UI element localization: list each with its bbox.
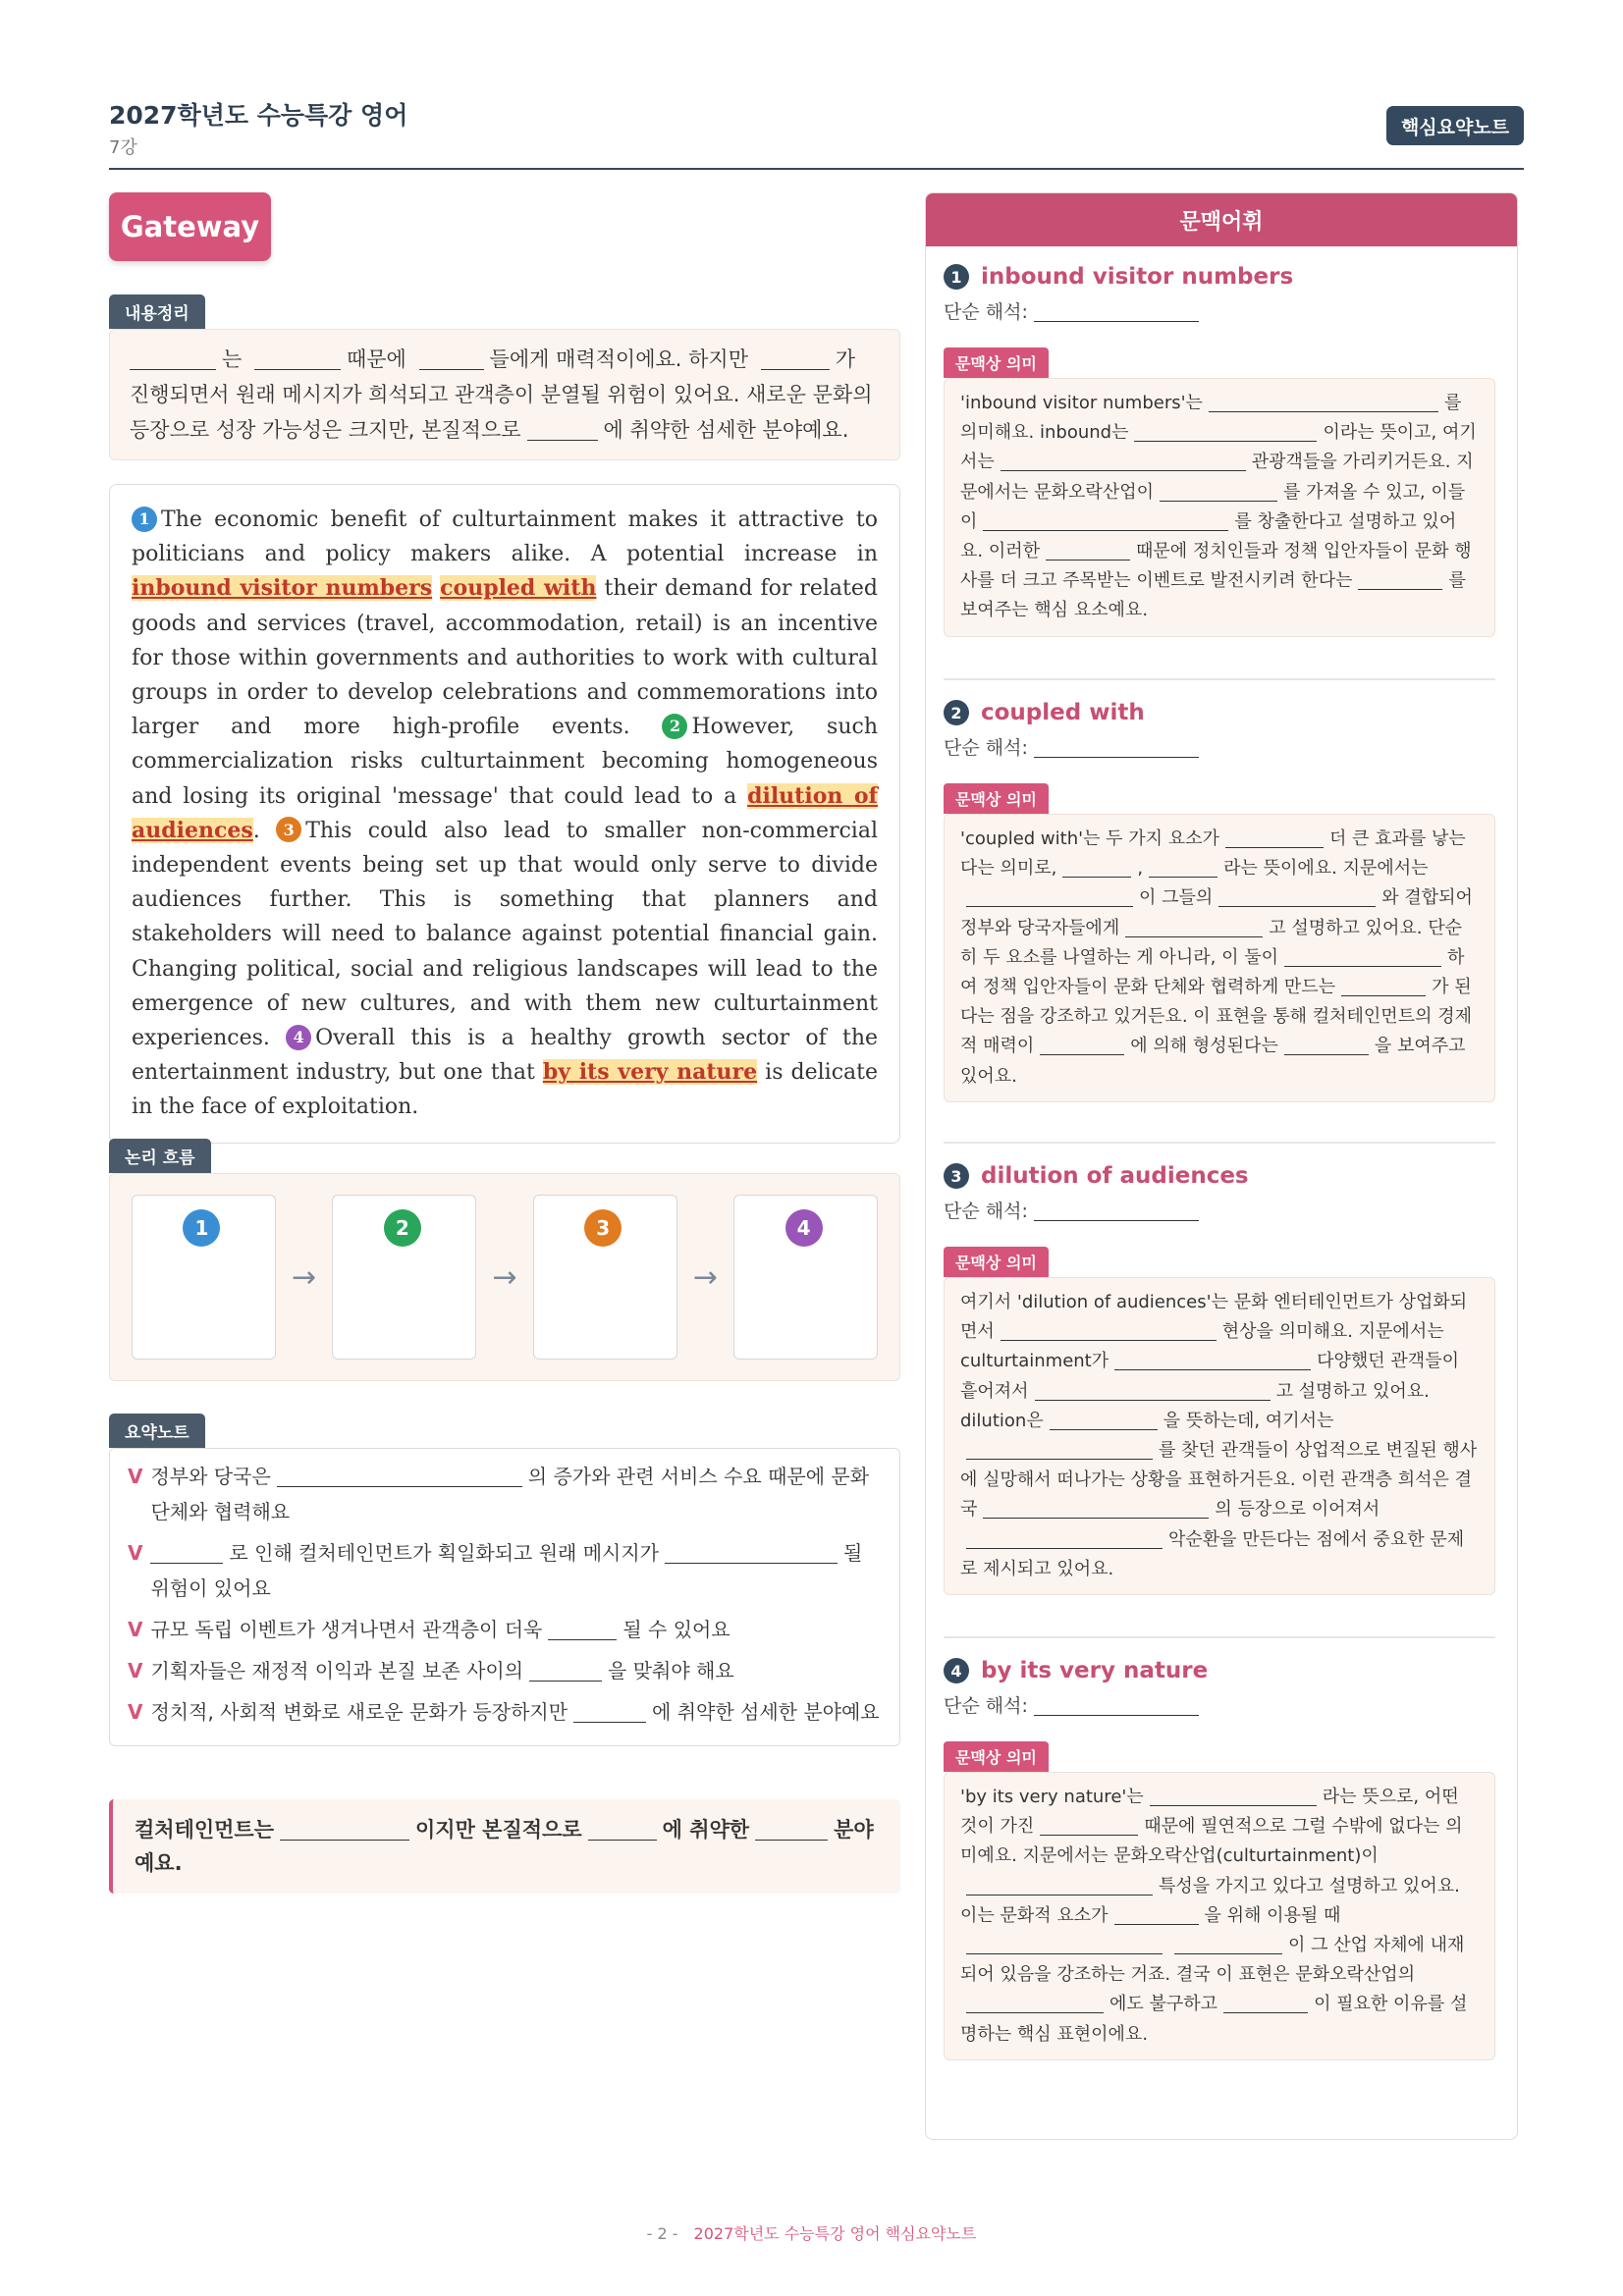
conclusion-box: 컬처테인먼트는 이지만 본질적으로 에 취약한 분야예요. — [109, 1799, 900, 1894]
check-mark-icon: V — [128, 1700, 143, 1724]
blank[interactable] — [755, 1821, 828, 1841]
context-meaning-badge: 문맥상 의미 — [944, 1741, 1049, 1772]
flow-card-3[interactable]: 3 — [533, 1195, 677, 1360]
check-mark-icon: V — [128, 1618, 143, 1641]
note-item: V 정부와 당국은 의 증가와 관련 서비스 수요 때문에 문화단체와 협력해요 — [128, 1459, 882, 1529]
blank[interactable] — [527, 421, 598, 441]
vocab-term: coupled with — [981, 700, 1145, 725]
sentence-marker-4: 4 — [286, 1025, 311, 1050]
context-vocab-header: 문맥어휘 — [926, 193, 1517, 246]
blank[interactable] — [588, 1821, 657, 1841]
highlight-coupled-with: coupled with — [440, 575, 597, 602]
context-meaning-box: 'by its very nature'는 라는 뜻으로, 어떤 것이 가진 때문에 필연적으로 그럴 수밖에 없다는 의미예요. 지문에서는 문화오락산업(culturtainment)이특성을 가지고 있다고 설명하고 있어요. 이는 문화적 요소가 을 위해 이용될 때이 그 산업 자체에 내재되어 있음을 강조하는 거죠. 결국 이 표현은 문화오락산업의에도 불구하고 이 필요한 이유를 설명하는 핵심 표현이에요. — [944, 1772, 1495, 2060]
blank[interactable] — [277, 1468, 522, 1487]
summary-notes-badge: 요약노트 — [109, 1414, 205, 1448]
note-item: V 기획자들은 재정적 이익과 본질 보존 사이의 을 맞춰야 해요 — [128, 1653, 882, 1688]
logic-flow-section — [109, 1139, 900, 1381]
header-divider — [109, 168, 1524, 170]
sentence-marker-1: 1 — [132, 507, 157, 532]
highlight-inbound-visitor-numbers: inbound visitor numbers — [132, 575, 433, 602]
sentence-marker-2: 2 — [662, 714, 687, 739]
highlight-by-its-very-nature: by its very nature — [542, 1059, 758, 1086]
gateway-label: Gateway — [109, 192, 271, 261]
vocab-term: by its very nature — [981, 1658, 1209, 1683]
blank[interactable] — [548, 1621, 617, 1640]
check-mark-icon: V — [128, 1659, 143, 1682]
vocab-item-4: 4 by its very nature 단순 해석: 문맥상 의미 'by its very nature'는 라는 뜻으로, 어떤 것이 가진 때문에 필연적으로 그럴 수밖에 없다는 의미예요. 지문에서는 문화오락산업(culturtainment)이특성을 가지고 있다고 설명하고 있어요. 이는 문화적 요소가 을 위해 이용될 때이 그 산업 자체에 내재되어 있음을 강조하는 거죠. 결국 이 표현은 문화오락산업의에도 불구하고 이 필요한 이유를 설명하는 핵심 표현이에요. — [944, 1658, 1495, 2060]
footer-title: 2027학년도 수능특강 영어 핵심요약노트 — [693, 2224, 977, 2243]
context-meaning-box: 'inbound visitor numbers'는 를 의미해요. inbound는 이라는 뜻이고, 여기서는 관광객들을 가리키거든요. 지문에서는 문화오락산업이 를 가져올 수 있고, 이들이 를 창출한다고 설명하고 있어요. 이러한 때문에 정치인들과 정책 입안자들이 문화 행사를 더 크고 주목받는 이벤트로 발전시키려 한다는 를 보여주는 핵심 요소예요. — [944, 378, 1495, 637]
vocab-term: inbound visitor numbers — [981, 264, 1294, 290]
blank[interactable] — [529, 1662, 602, 1682]
summary-section — [109, 294, 900, 460]
vocab-term: dilution of audiences — [981, 1163, 1249, 1189]
blank[interactable] — [130, 350, 216, 370]
section-tag: 핵심요약노트 — [1386, 106, 1524, 145]
blank[interactable] — [1034, 1696, 1199, 1716]
blank[interactable] — [150, 1544, 223, 1564]
blank[interactable] — [573, 1703, 646, 1723]
reading-passage: 1 The economic benefit of culturtainment makes it attractive to politicians and policy makers alike. A potential increase in inbound visitor numbers coupled with their demand for related goods and services (travel, accommodation, retail) is an incentive for those within governments and authorities to work with cultural groups in order to develop celebrations and commemorations into larger and more high-profile events. 2 However, such commercialization risks culturtainment becoming homogeneous and losing its original 'message' that could lead to a dilution of audiences. 3 This could also lead to smaller non-commercial independent events being set up that would only serve to divide audiences further. This is something that planners and stakeholders will need to balance against potential financial gain. Changing political, social and religious landscapes will lead to the emergence of new cultures, and with them new culturtainment experiences. 4 Overall this is a healthy growth sector of the entertainment industry, but one that by its very nature is delicate in the face of exploitation. — [109, 484, 900, 1144]
flow-card-4[interactable]: 4 — [733, 1195, 878, 1360]
note-item: V 규모 독립 이벤트가 생겨나면서 관객층이 더욱 될 수 있어요 — [128, 1612, 882, 1647]
arrow-icon: → — [292, 1259, 317, 1295]
context-meaning-box: 'coupled with'는 두 가지 요소가 더 큰 효과를 낳는다는 의미로, , 라는 뜻이에요. 지문에서는이 그들의 와 결합되어 정부와 당국자들에게 고 설명하고 있어요. 단순히 두 요소를 나열하는 게 아니라, 이 둘이 하여 정책 입안자들이 문화 단체와 협력하게 만드는 가 된다는 점을 강조하고 있거든요. 이 표현을 통해 컬처테인먼트의 경제적 매력이 에 의해 형성된다는 을 보여주고 있어요. — [944, 814, 1495, 1102]
context-meaning-badge: 문맥상 의미 — [944, 1247, 1049, 1277]
note-item: V 로 인해 컬처테인먼트가 획일화되고 원래 메시지가 될 위험이 있어요 — [128, 1535, 882, 1606]
flow-card-2[interactable]: 2 — [332, 1195, 476, 1360]
context-vocab-panel — [925, 192, 1518, 2140]
page-footer — [0, 2221, 1623, 2244]
flow-card-1[interactable]: 1 — [132, 1195, 276, 1360]
summary-box: 는 때문에 들에게 매력적이에요. 하지만 가 진행되면서 원래 메시지가 희석되고 관객층이 분열될 위험이 있어요. 새로운 문화의 등장으로 성장 가능성은 크지만, 본질적으로 에 취약한 섬세한 분야예요. — [109, 329, 900, 460]
check-mark-icon: V — [128, 1541, 143, 1565]
blank[interactable] — [1034, 302, 1199, 322]
note-item: V 정치적, 사회적 변화로 새로운 문화가 등장하지만 에 취약한 섬세한 분야예요 — [128, 1694, 882, 1730]
context-meaning-box: 여기서 'dilution of audiences'는 문화 엔터테인먼트가 상업화되면서 현상을 의미해요. 지문에서는 culturtainment가 다양했던 관객들이 흩어져서 고 설명하고 있어요. dilution은 을 뜻하는데, 여기서는를 찾던 관객들이 상업적으로 변질된 행사에 실망해서 떠나가는 상황을 표현하거든요. 이런 관객층 희석은 결국 의 등장으로 이어져서악순환을 만든다는 점에서 중요한 문제로 제시되고 있어요. — [944, 1277, 1495, 1595]
vocab-item-3: 3 dilution of audiences 단순 해석: 문맥상 의미 여기서 'dilution of audiences'는 문화 엔터테인먼트가 상업화되면서 현상을 의미해요. 지문에서는 culturtainment가 다양했던 관객들이 흩어져서 고 설명하고 있어요. dilution은 을 뜻하는데, 여기서는를 찾던 관객들이 상업적으로 변질된 행사에 실망해서 떠나가는 상황을 표현하거든요. 이런 관객층 희석은 결국 의 등장으로 이어져서악순환을 만든다는 점에서 중요한 문제로 제시되고 있어요. — [944, 1163, 1495, 1595]
summary-notes-section — [109, 1414, 900, 1746]
logic-flow-badge: 논리 흐름 — [109, 1139, 211, 1173]
summary-notes-box — [109, 1448, 900, 1746]
page-number: - 2 - — [646, 2224, 678, 2243]
lesson-number: 7강 — [109, 137, 137, 158]
blank[interactable] — [419, 350, 484, 370]
page-title: 2027학년도 수능특강 영어 — [109, 101, 408, 130]
blank[interactable] — [665, 1544, 838, 1564]
vocab-item-2: 2 coupled with 단순 해석: 문맥상 의미 'coupled with'는 두 가지 요소가 더 큰 효과를 낳는다는 의미로, , 라는 뜻이에요. 지문에서는이 그들의 와 결합되어 정부와 당국자들에게 고 설명하고 있어요. 단순히 두 요소를 나열하는 게 아니라, 이 둘이 하여 정책 입안자들이 문화 단체와 협력하게 만드는 가 된다는 점을 강조하고 있거든요. 이 표현을 통해 컬처테인먼트의 경제적 매력이 에 의해 형성된다는 을 보여주고 있어요. — [944, 700, 1495, 1102]
vocab-item-1: 1 inbound visitor numbers 단순 해석: 문맥상 의미 'inbound visitor numbers'는 를 의미해요. inbound는 이라는 뜻이고, 여기서는 관광객들을 가리키거든요. 지문에서는 문화오락산업이 를 가져올 수 있고, 이들이 를 창출한다고 설명하고 있어요. 이러한 때문에 정치인들과 정책 입안자들이 문화 행사를 더 크고 주목받는 이벤트로 발전시키려 한다는 를 보여주는 핵심 요소예요. — [944, 264, 1495, 637]
arrow-icon: → — [692, 1259, 718, 1295]
blank[interactable] — [1034, 738, 1199, 758]
context-meaning-badge: 문맥상 의미 — [944, 347, 1049, 378]
blank[interactable] — [254, 350, 341, 370]
arrow-icon: → — [492, 1259, 517, 1295]
logic-flow-box — [109, 1173, 900, 1381]
summary-badge: 내용정리 — [109, 294, 205, 329]
blank[interactable] — [1034, 1201, 1199, 1221]
highlight-dilution-of-audiences: dilution of audiences — [132, 782, 879, 843]
check-mark-icon: V — [128, 1465, 143, 1488]
sentence-marker-3: 3 — [276, 817, 301, 842]
blank[interactable] — [761, 350, 830, 370]
blank[interactable] — [280, 1821, 409, 1841]
context-meaning-badge: 문맥상 의미 — [944, 783, 1049, 814]
